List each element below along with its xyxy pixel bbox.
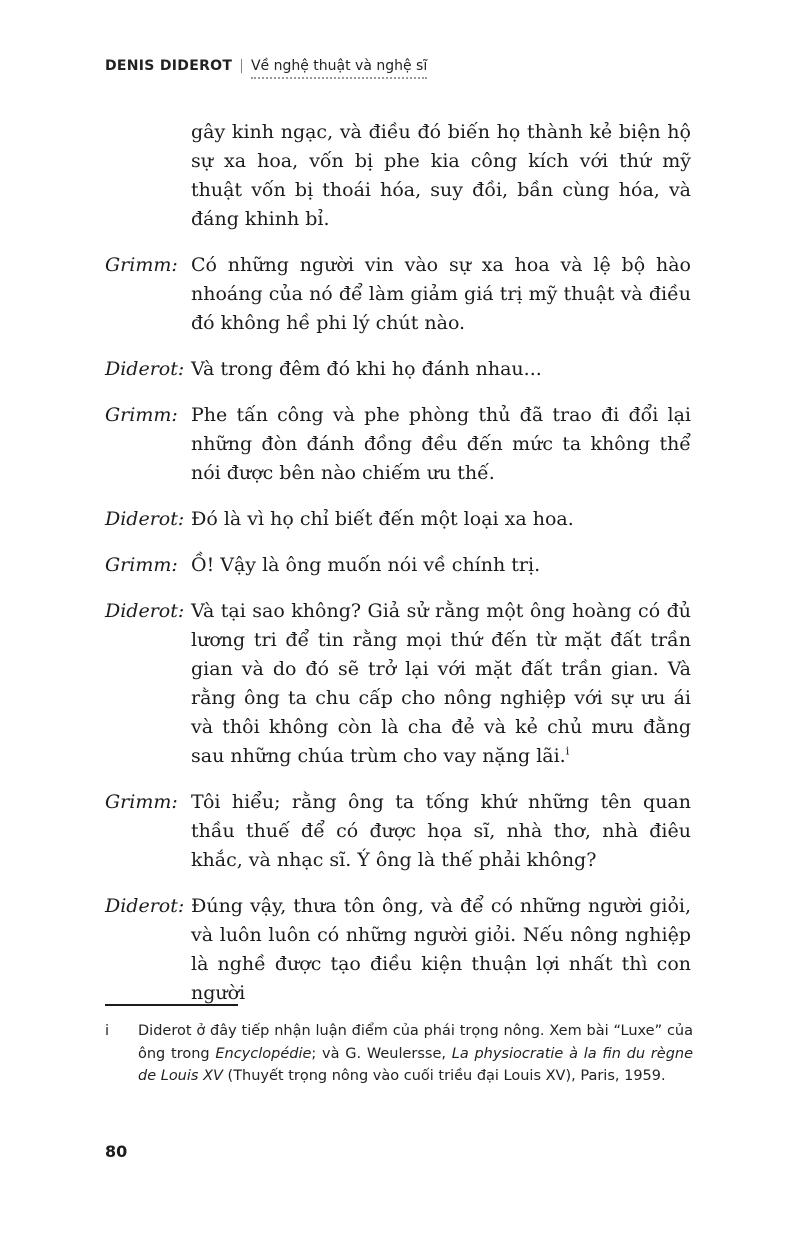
footnote-italic-segment: Encyclopédie xyxy=(215,1045,312,1062)
dialogue-entry xyxy=(105,597,691,771)
utterance-text: Đúng vậy, thưa tôn ông, và để có những người giỏi, và luôn luôn có những người giỏi. Nếu nông nghiệp là nghề được tạo điều kiện thuận lợi nhất thì con người xyxy=(191,895,691,1004)
running-header xyxy=(105,58,427,79)
author-name: DENIS DIDEROT xyxy=(105,58,233,74)
dialogue-entry xyxy=(105,355,691,384)
footnote-italic-segment: La physiocratie à la fin du règne de Louis XV xyxy=(138,1045,694,1084)
utterance-text: Và trong đêm đó khi họ đánh nhau... xyxy=(191,358,542,380)
speaker-name: Diderot: xyxy=(105,895,185,917)
speaker-name: Grimm: xyxy=(105,791,178,813)
speaker-name: Diderot: xyxy=(105,600,185,622)
dialogue-entry xyxy=(105,788,691,875)
speaker-name: Grimm: xyxy=(105,554,178,576)
utterance-text: Và tại sao không? Giả sử rằng một ông hoàng có đủ lương tri để tin rằng mọi thứ đến từ mặt đất trần gian và do đó sẽ trở lại với mặt đất trần gian. Và rằng ông ta chu cấp cho nông nghiệp với sự ưu ái và thôi không còn là cha đẻ và kẻ chủ mưu đằng sau những chúa trùm cho vay nặng lãi.$^i$ xyxy=(191,600,691,767)
footnote-separator-rule xyxy=(105,1004,238,1006)
speaker-name xyxy=(105,118,191,234)
footnote-segment: ; và G. Weulersse, xyxy=(311,1045,452,1062)
speaker-name: Grimm: xyxy=(105,254,178,276)
dialogue-entry xyxy=(105,551,691,580)
footnote xyxy=(105,1020,693,1088)
speaker-name: Diderot: xyxy=(105,508,185,530)
page-number: 80 xyxy=(105,1142,128,1161)
utterance-text: Phe tấn công và phe phòng thủ đã trao đi đổi lại những đòn đánh đồng đều đến mức ta không thể nói được bên nào chiếm ưu thế. xyxy=(191,404,691,484)
footnote-text xyxy=(138,1020,693,1088)
speaker-name: Diderot: xyxy=(105,358,185,380)
footnote-marker: i xyxy=(105,1023,110,1039)
footnote-reference: i xyxy=(565,744,570,758)
utterance-text: Có những người vin vào sự xa hoa và lệ bộ hào nhoáng của nó để làm giảm giá trị mỹ thuật và điều đó không hề phi lý chút nào. xyxy=(191,254,691,334)
dialogue-entry xyxy=(105,892,691,1008)
utterance-text: Tôi hiểu; rằng ông ta tống khứ những tên quan thầu thuế để có được họa sĩ, nhà thơ, nhà điêu khắc, và nhạc sĩ. Ý ông là thế phải không? xyxy=(191,791,691,871)
dialogue-entry xyxy=(105,401,691,488)
book-title: Về nghệ thuật và nghệ sĩ xyxy=(251,58,427,79)
header-divider: | xyxy=(239,58,244,74)
footnote-segment: Diderot ở đây tiếp nhận luận điểm của phái trọng nông. Xem bài “Luxe” của ông trong xyxy=(138,1023,693,1062)
footnote-segment: (Thuyết trọng nông vào cuối triều đại Louis XV), Paris, 1959. xyxy=(222,1068,666,1084)
dialogue-entry xyxy=(105,251,691,338)
dialogue xyxy=(105,118,691,1025)
dialogue-entry xyxy=(105,118,691,234)
utterance-text: Ồ! Vậy là ông muốn nói về chính trị. xyxy=(191,554,541,576)
utterance-text: gây kinh ngạc, và điều đó biến họ thành kẻ biện hộ sự xa hoa, vốn bị phe kia công kích với thứ mỹ thuật vốn bị thoái hóa, suy đồi, bần cùng hóa, và đáng khinh bỉ. xyxy=(191,121,691,230)
speaker-name: Grimm: xyxy=(105,404,178,426)
utterance-text: Đó là vì họ chỉ biết đến một loại xa hoa. xyxy=(191,508,574,530)
dialogue-entry xyxy=(105,505,691,534)
